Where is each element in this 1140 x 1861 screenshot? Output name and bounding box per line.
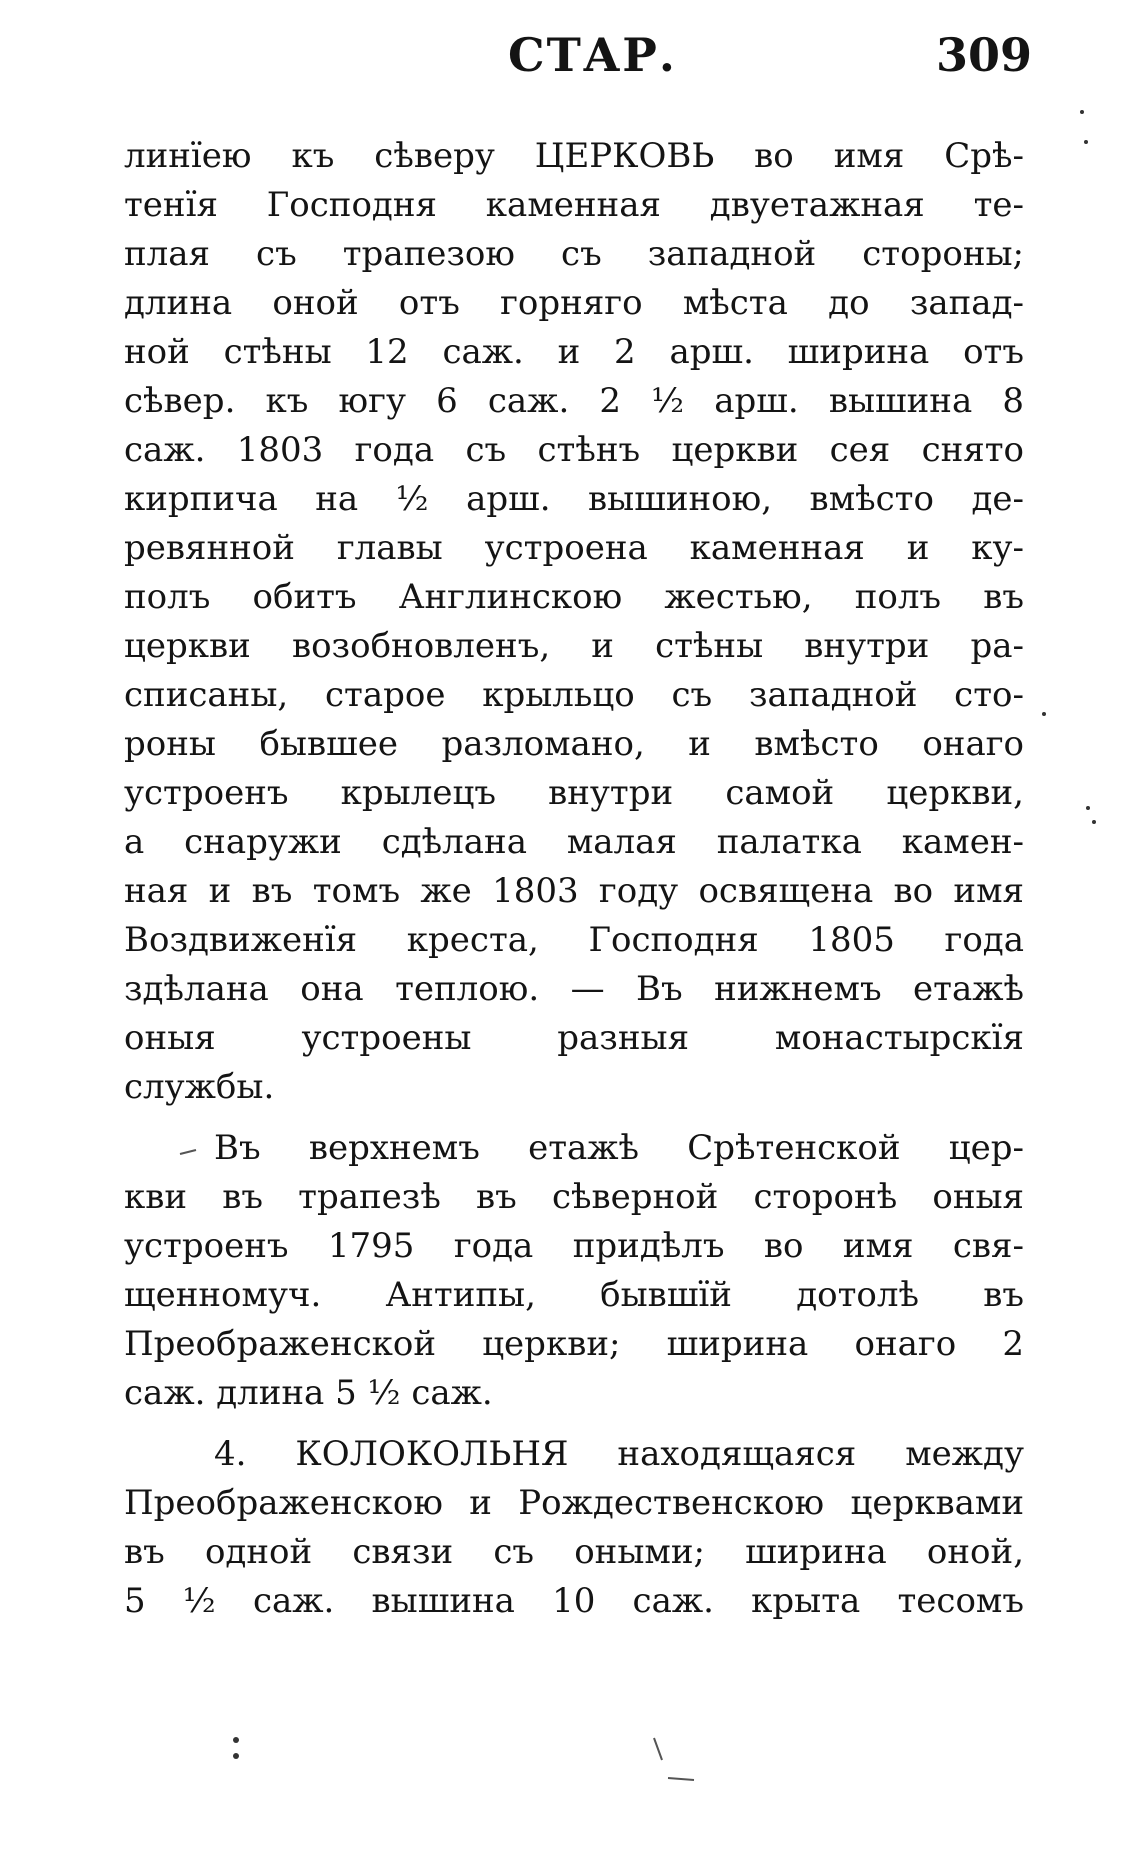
text-line: 4. КОЛОКОЛЬНЯ находящаяся между	[214, 1434, 1024, 1474]
text-line: длина оной отъ горняго мѣста до запад-	[124, 283, 1024, 323]
text-line: кви въ трапезѣ въ сѣверной сторонѣ оныя	[124, 1177, 1024, 1217]
text-line: ревянной главы устроена каменная и ку-	[124, 528, 1024, 568]
text-line: ная и въ томъ же 1803 году освящена во имя	[124, 871, 1024, 911]
body-text	[124, 132, 1024, 1626]
page-header	[0, 28, 1140, 98]
text-line: списаны, старое крыльцо съ западной сто-	[124, 675, 1024, 715]
text-line: 5 ½ саж. вышина 10 саж. крыта тесомъ	[124, 1581, 1024, 1621]
running-head: СТАР.	[508, 28, 677, 82]
text-line: плая съ трапезою съ западной стороны;	[124, 234, 1024, 274]
text-line: роны бывшее разломано, и вмѣсто онаго	[124, 724, 1024, 764]
text-line: а снаружи сдѣлана малая палатка камен-	[124, 822, 1024, 862]
text-line: ной стѣны 12 саж. и 2 арш. ширина отъ	[124, 332, 1024, 372]
text-line: Въ верхнемъ етажѣ Срѣтенской цер-	[214, 1128, 1024, 1168]
text-line: саж. 1803 года съ стѣнъ церкви сея снято	[124, 430, 1024, 470]
text-line: полъ обитъ Англинскою жестью, полъ въ	[124, 577, 1024, 617]
text-line: Преображенскою и Рождественскою церквами	[124, 1483, 1024, 1523]
paragraph-bell-tower	[124, 1430, 1024, 1626]
text-line: службы.	[124, 1067, 275, 1107]
text-line: Преображенской церкви; ширина онаго 2	[124, 1324, 1024, 1364]
text-line: саж. длина 5 ½ саж.	[124, 1373, 493, 1413]
text-line: устроенъ крылецъ внутри самой церкви,	[124, 773, 1024, 813]
text-line: тенїя Господня каменная двуетажная те-	[124, 185, 1024, 225]
text-line: щенномуч. Антипы, бывшїй дотолѣ въ	[124, 1275, 1024, 1315]
page-number: 309	[936, 28, 1033, 82]
text-line: устроенъ 1795 года придѣлъ во имя свя-	[124, 1226, 1024, 1266]
text-line: оныя устроены разныя монастырскїя	[124, 1018, 1024, 1058]
paragraph-church	[124, 132, 1024, 1112]
text-line: церкви возобновленъ, и стѣны внутри ра-	[124, 626, 1024, 666]
text-line: Воздвиженїя креста, Господня 1805 года	[124, 920, 1024, 960]
text-line: въ одной связи съ оными; ширина оной,	[124, 1532, 1024, 1572]
text-line: линїею къ сѣверу ЦЕРКОВЬ во имя Срѣ-	[124, 136, 1024, 176]
text-line: здѣлана она теплою. — Въ нижнемъ етажѣ	[124, 969, 1024, 1009]
text-line: сѣвер. къ югу 6 саж. 2 ½ арш. вышина 8	[124, 381, 1024, 421]
text-line: кирпича на ½ арш. вышиною, вмѣсто де-	[124, 479, 1024, 519]
paragraph-upper-floor	[124, 1124, 1024, 1418]
